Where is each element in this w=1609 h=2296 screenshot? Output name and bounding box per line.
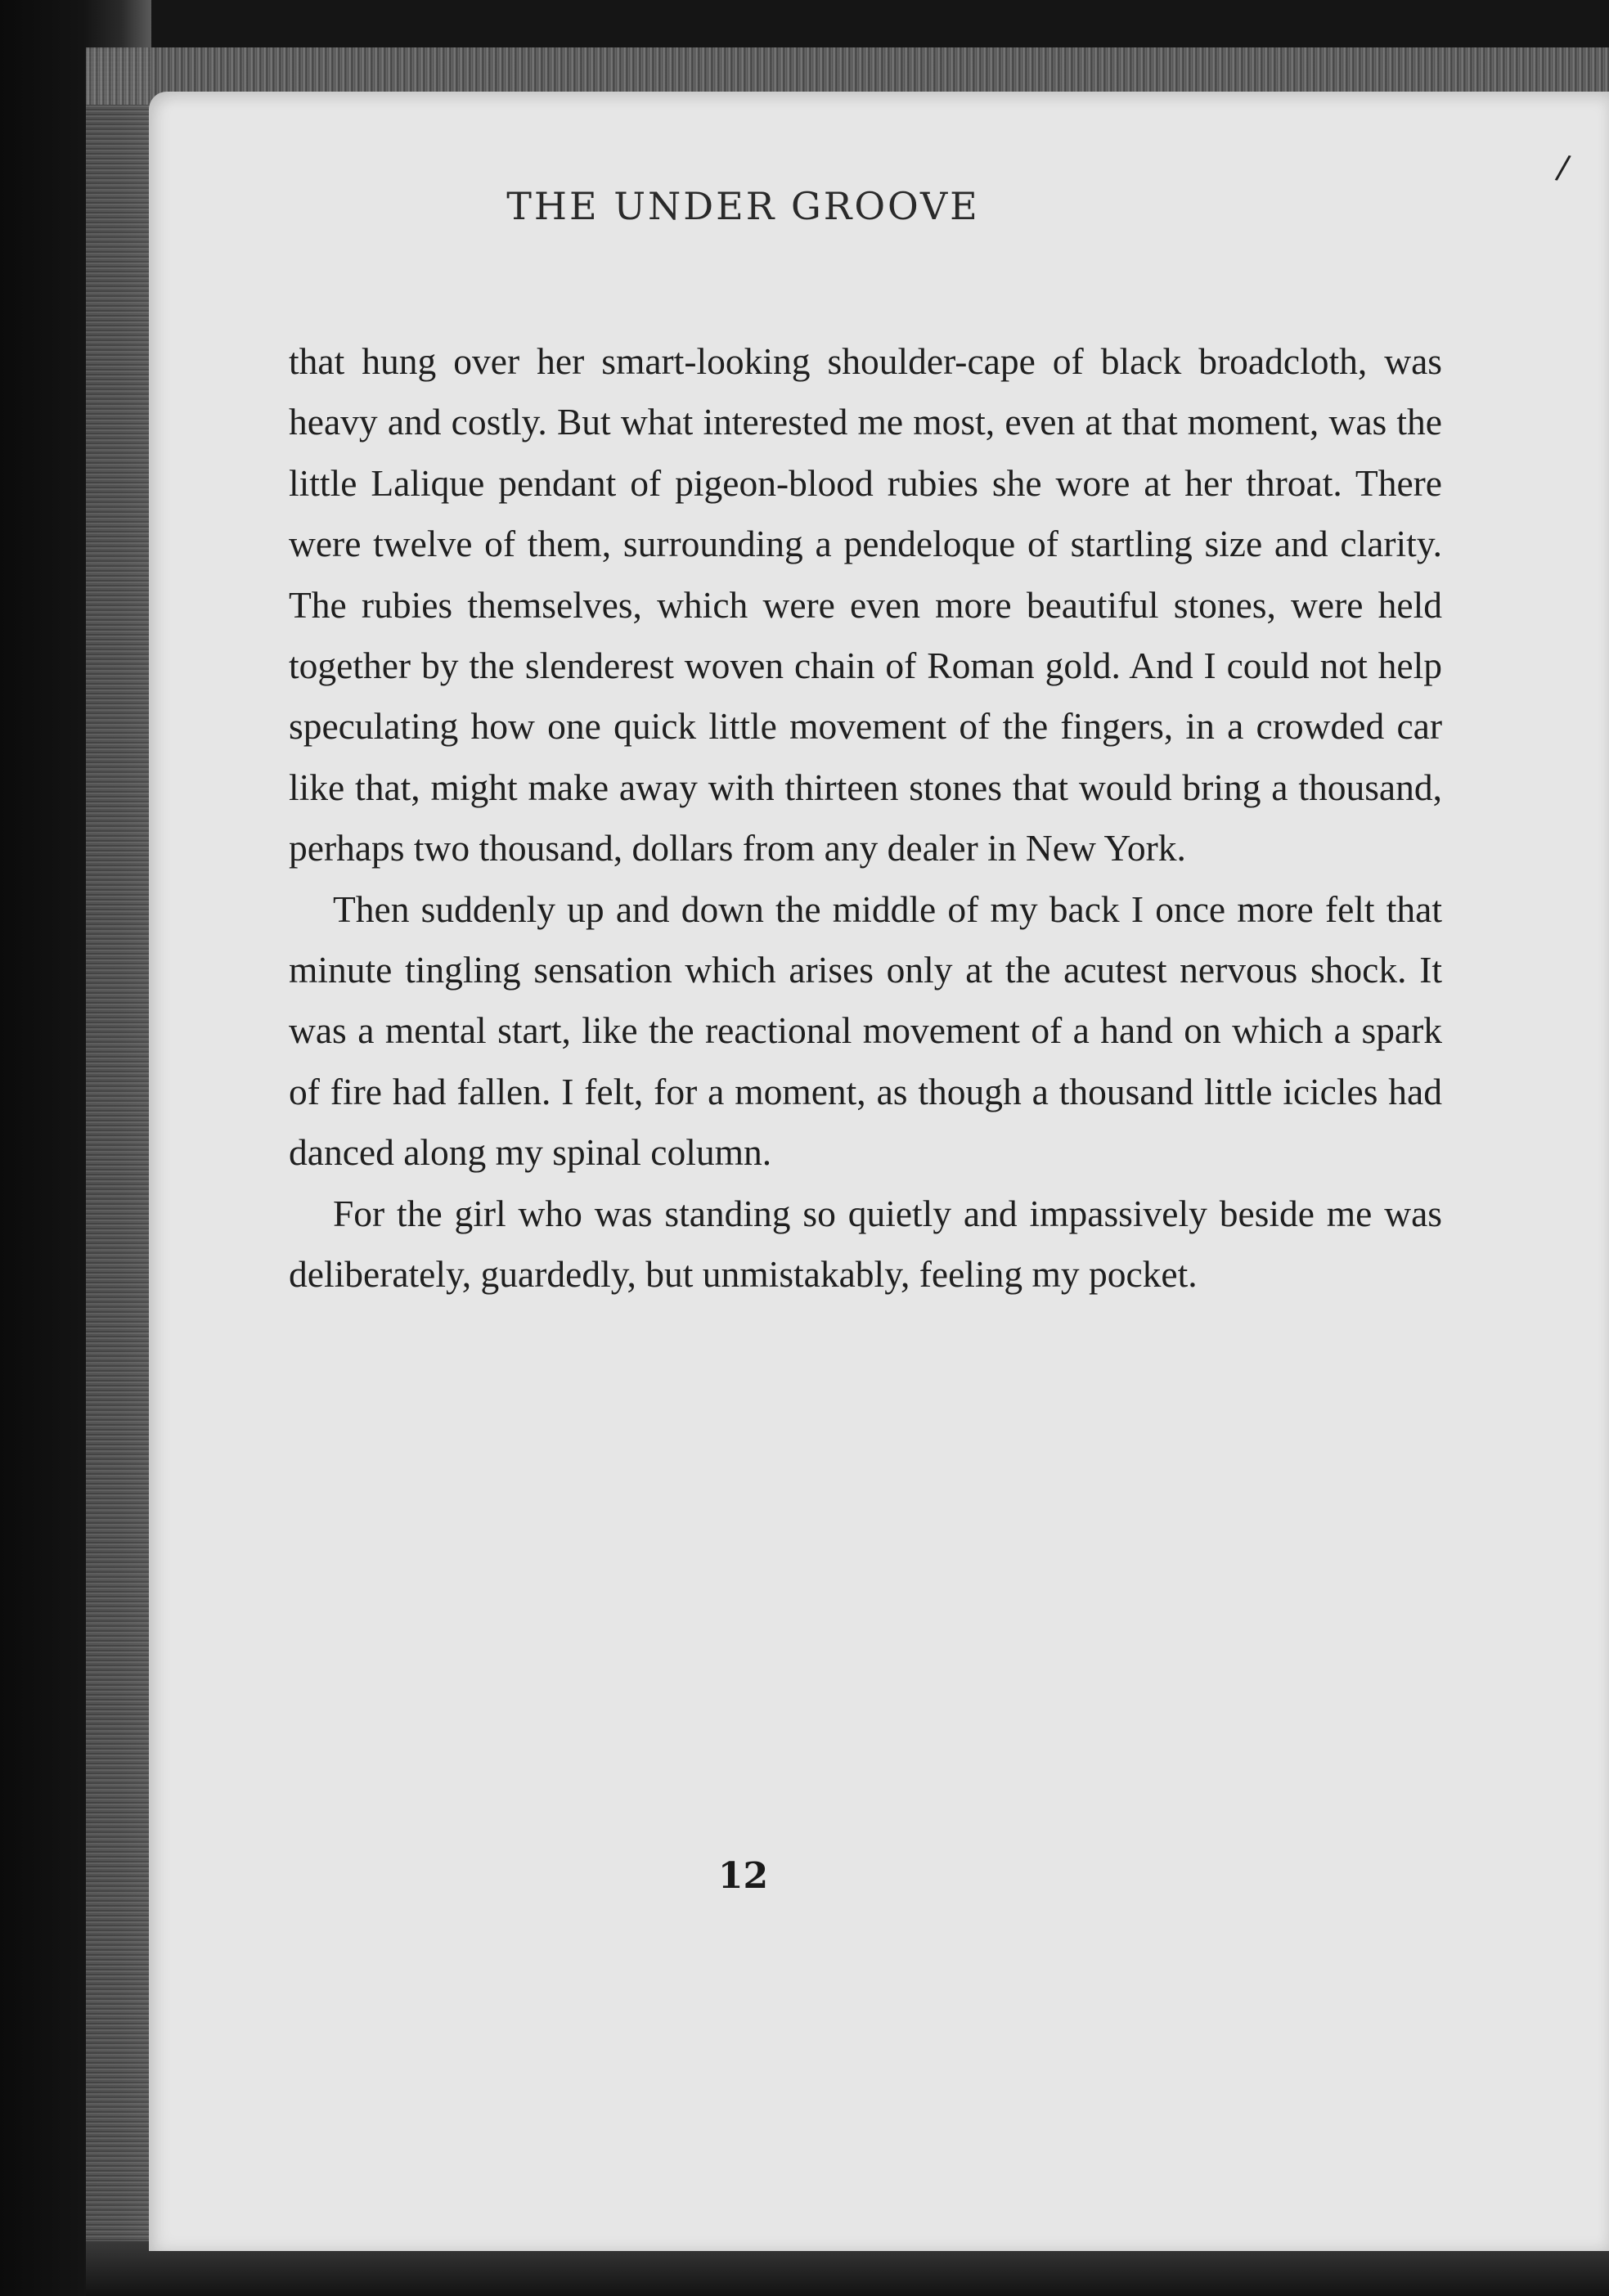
paragraph-3: For the girl who was standing so quietly and impassively beside me was deliberately, guardedly, but unmistakably, feeling my pocket. — [289, 1192, 1442, 1296]
corner-mark: / — [1553, 148, 1572, 187]
paragraph-1: that hung over her smart-looking shoulder-cape of black broadcloth, was heavy and costly. But what interested me most, even at that moment, was the little Lalique pendant of pigeon-blood rubies she wore at her throat. There were twelve of them, surrounding a pendeloque of startling size and clarity. The rubies themselves, which were even more beautiful stones, were held together by the slenderest woven chain of Roman gold. And I could not help speculating how one quick little movement of the fingers, in a crowded car like that, might make away with thirteen stones that would bring a thousand, perhaps two thousand, dollars from any dealer in New York. — [289, 340, 1442, 869]
paragraph-2: Then suddenly up and down the middle of my back I once more felt that minute tingling sensation which arises only at the acutest nervous shock. It was a mental start, like the reactional movement of a hand on which a spark of fire had fallen. I felt, for a moment, as though a thousand little icicles had danced along my spinal column. — [289, 887, 1442, 1174]
running-head: THE UNDER GROOVE — [506, 184, 980, 228]
body-text — [289, 331, 1442, 1305]
page-number: 12 — [717, 1855, 769, 1897]
book-cover-left-edge — [86, 49, 151, 2258]
